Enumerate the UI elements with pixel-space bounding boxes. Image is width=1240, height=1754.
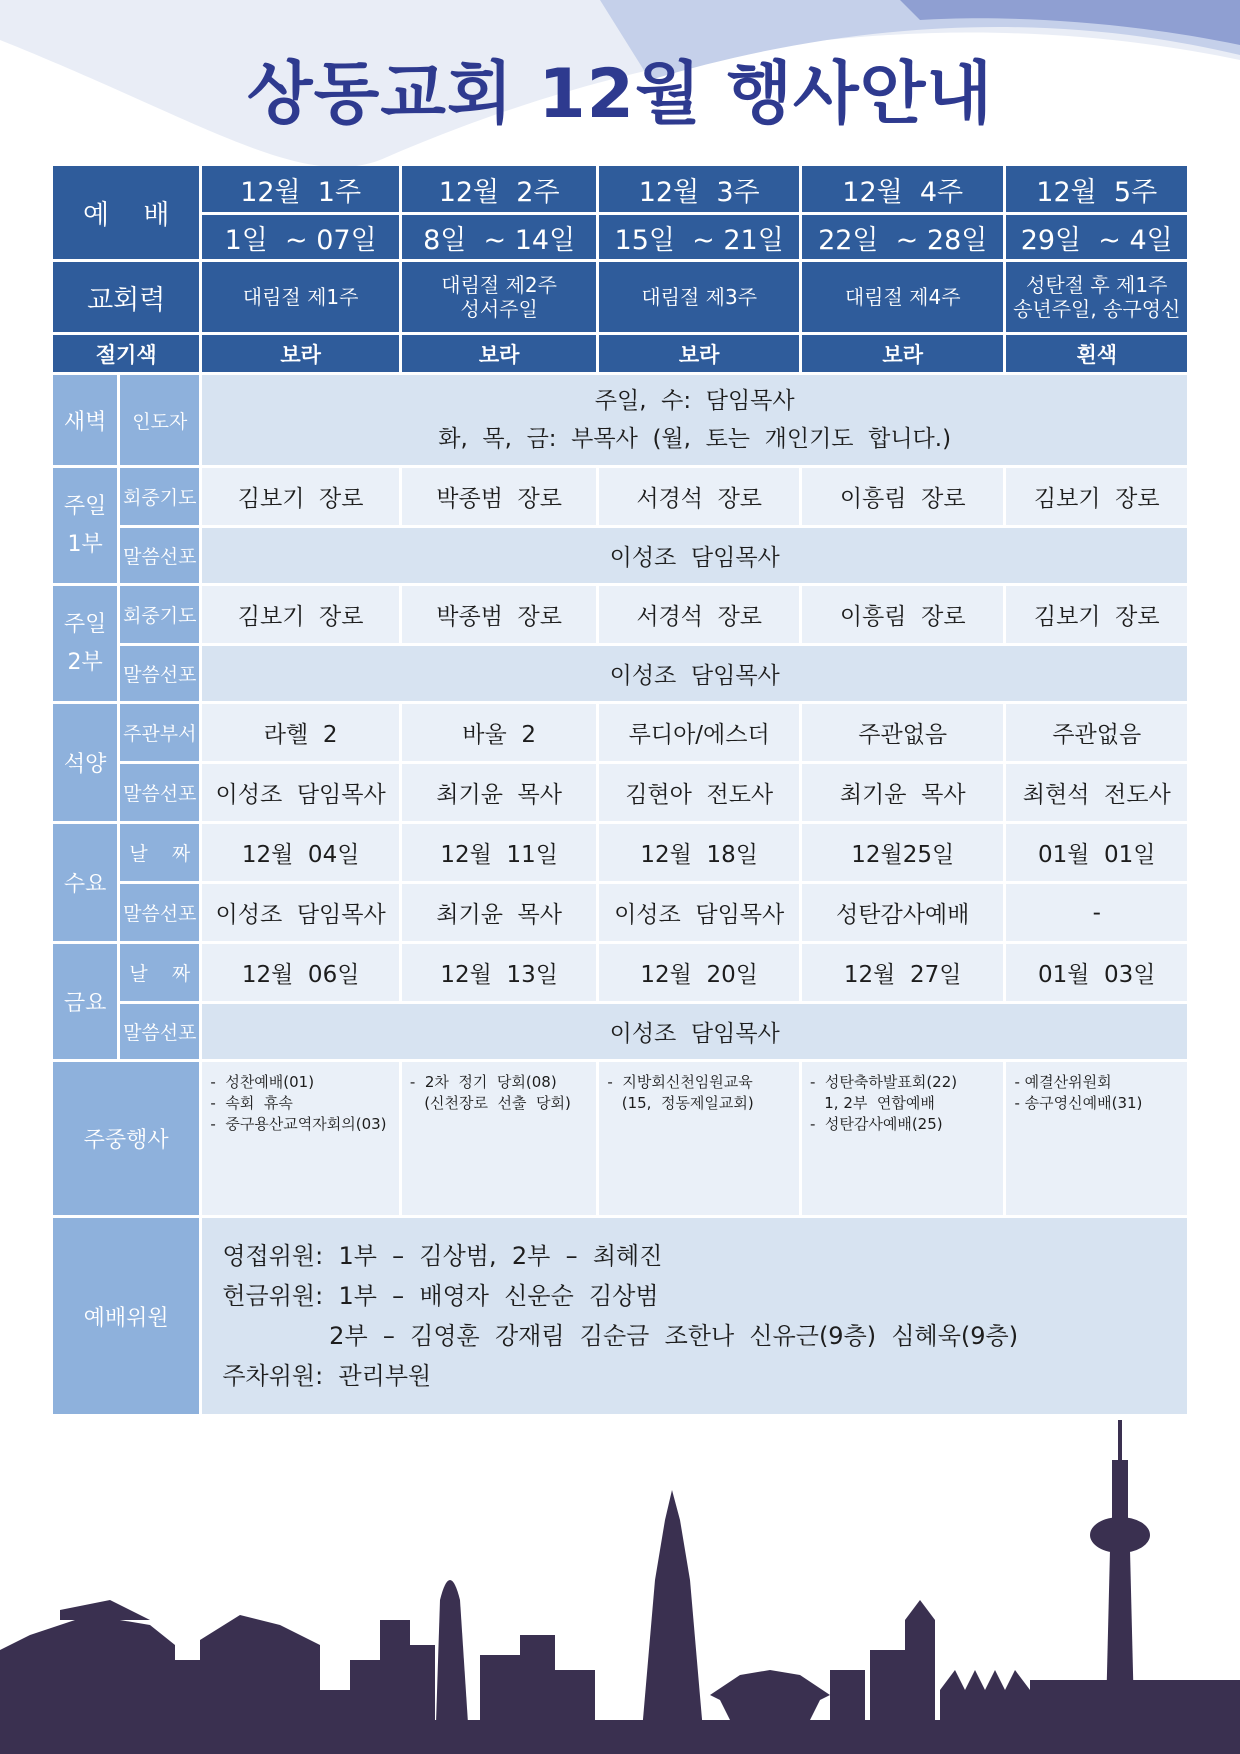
sunday1-sermon-row [53,528,1187,583]
events-label: 주중행사 [53,1062,199,1215]
sunday2-prayer-row [53,586,1187,643]
wednesday-label: 수요 [53,824,117,941]
week-header: 12월 3주 [599,166,799,212]
week-header: 12월 5주 [1006,166,1187,212]
sunday1-prayer-row [53,468,1187,525]
service-date: 12월 13일 [402,944,597,1001]
dawn-label: 새벽 [53,375,117,465]
dawn-line-1: 주일, 수: 담임목사 [594,388,795,414]
evening-host-row [53,704,1187,761]
date-range: 8일 ~ 14일 [402,215,597,259]
host-department: 루디아/에스더 [599,704,799,761]
event-item: - 예결산위원회 [1014,1073,1112,1091]
events-cell [402,1062,597,1215]
sermon-label: 말씀선포 [120,884,199,941]
prayer-leader: 서경석 장로 [599,586,799,643]
week-row [53,166,1187,212]
prayer-label: 회중기도 [120,586,199,643]
schedule-table [50,163,1190,1417]
committee-line: 주차위원: 관리부원 [222,1362,432,1390]
calendar-cell: 대림절 제1주 [202,262,399,332]
prayer-leader: 이흥림 장로 [802,468,1004,525]
prayer-leader: 박종범 장로 [402,586,597,643]
wednesday-sermon-row [53,884,1187,941]
committee-row [53,1218,1187,1414]
liturgical-color: 보라 [402,335,597,372]
week-header: 12월 4주 [802,166,1004,212]
calendar-cell: 대림절 제4주 [802,262,1004,332]
event-item: - 성탄감사예배(25) [809,1115,943,1133]
calendar-label: 교회력 [53,262,199,332]
liturgical-color-label: 절기색 [53,335,199,372]
service-date: 12월 18일 [599,824,799,881]
preacher: - [1006,884,1187,941]
date-range: 15일 ~ 21일 [599,215,799,259]
service-date: 12월25일 [802,824,1004,881]
calendar-cell: 성탄절 후 제1주 송년주일, 송구영신 [1006,262,1187,332]
preacher: 김현아 전도사 [599,764,799,821]
friday-date-row [53,944,1187,1001]
date-range: 1일 ~ 07일 [202,215,399,259]
service-date: 12월 27일 [802,944,1004,1001]
host-department: 바울 2 [402,704,597,761]
service-date: 12월 11일 [402,824,597,881]
sunday2-label: 주일 2부 [53,586,117,701]
prayer-leader: 김보기 장로 [202,468,399,525]
sunday2-preacher: 이성조 담임목사 [202,646,1187,701]
service-date: 01월 03일 [1006,944,1187,1001]
prayer-leader: 박종범 장로 [402,468,597,525]
event-item: (신천장로 선출 당회) [409,1094,571,1112]
event-item: - 성찬예배(01) [210,1073,315,1091]
calendar-cell: 대림절 제2주 성서주일 [402,262,597,332]
prayer-leader: 서경석 장로 [599,468,799,525]
friday-preacher: 이성조 담임목사 [202,1004,1187,1059]
worship-label: 예 배 [53,166,199,259]
event-item: - 2차 정기 당회(08) [409,1073,557,1091]
sermon-label: 말씀선포 [120,646,199,701]
committee-line: 헌금위원: 1부 – 배영자 신운순 김상범 [222,1282,659,1310]
preacher: 최현석 전도사 [1006,764,1187,821]
event-item: 1, 2부 연합예배 [809,1094,935,1112]
host-department: 라헬 2 [202,704,399,761]
date-range: 22일 ~ 28일 [802,215,1004,259]
preacher: 이성조 담임목사 [202,764,399,821]
leader-label: 인도자 [120,375,199,465]
date-range-row [53,215,1187,259]
events-cell [202,1062,399,1215]
preacher: 최기윤 목사 [402,884,597,941]
friday-label: 금요 [53,944,117,1059]
date-label: 날 짜 [120,824,199,881]
sunday1-label: 주일 1부 [53,468,117,583]
prayer-leader: 김보기 장로 [1006,468,1187,525]
evening-label: 석양 [53,704,117,821]
friday-sermon-row [53,1004,1187,1059]
preacher: 이성조 담임목사 [202,884,399,941]
dawn-row [53,375,1187,465]
sunday2-sermon-row [53,646,1187,701]
liturgical-color: 보라 [202,335,399,372]
dawn-leader-info [202,375,1187,465]
events-cell [1006,1062,1187,1215]
committee-label: 예배위원 [53,1218,199,1414]
committee-line: 영접위원: 1부 – 김상범, 2부 – 최혜진 [222,1242,663,1270]
sermon-label: 말씀선포 [120,764,199,821]
prayer-label: 회중기도 [120,468,199,525]
week-header: 12월 2주 [402,166,597,212]
committee-line: 2부 – 김영훈 강재림 김순금 조한나 신유근(9층) 심혜욱(9층) [222,1322,1019,1350]
service-date: 12월 20일 [599,944,799,1001]
preacher: 성탄감사예배 [802,884,1004,941]
page-title: 상동교회 12월 행사안내 [246,55,994,134]
prayer-leader: 김보기 장로 [1006,586,1187,643]
host-label: 주관부서 [120,704,199,761]
host-department: 주관없음 [802,704,1004,761]
sunday1-preacher: 이성조 담임목사 [202,528,1187,583]
event-item: - 중구용산교역자회의(03) [210,1115,387,1133]
calendar-row [53,262,1187,332]
event-item: - 지방회신천임원교육 [607,1073,753,1091]
date-label: 날 짜 [120,944,199,1001]
event-item: - 속회 휴속 [210,1094,293,1112]
host-department: 주관없음 [1006,704,1187,761]
date-range: 29일 ~ 4일 [1006,215,1187,259]
prayer-leader: 이흥림 장로 [802,586,1004,643]
dawn-line-2: 화, 목, 금: 부목사 (월, 토는 개인기도 합니다.) [438,426,952,452]
evening-sermon-row [53,764,1187,821]
preacher: 최기윤 목사 [802,764,1004,821]
sermon-label: 말씀선포 [120,1004,199,1059]
preacher: 이성조 담임목사 [599,884,799,941]
liturgical-color: 보라 [599,335,799,372]
wednesday-date-row [53,824,1187,881]
service-date: 12월 04일 [202,824,399,881]
liturgical-color-row [53,335,1187,372]
city-skyline-illustration [0,1420,1240,1754]
committee-info [202,1218,1187,1414]
events-cell [802,1062,1004,1215]
service-date: 12월 06일 [202,944,399,1001]
liturgical-color: 흰색 [1006,335,1187,372]
event-item: - 성탄축하발표회(22) [809,1073,958,1091]
week-header: 12월 1주 [202,166,399,212]
calendar-cell: 대림절 제3주 [599,262,799,332]
preacher: 최기윤 목사 [402,764,597,821]
event-item: (15, 정동제일교회) [607,1094,754,1112]
liturgical-color: 보라 [802,335,1004,372]
prayer-leader: 김보기 장로 [202,586,399,643]
sermon-label: 말씀선포 [120,528,199,583]
service-date: 01월 01일 [1006,824,1187,881]
weekly-events-row [53,1062,1187,1215]
event-item: - 송구영신예배(31) [1014,1094,1143,1112]
events-cell [599,1062,799,1215]
